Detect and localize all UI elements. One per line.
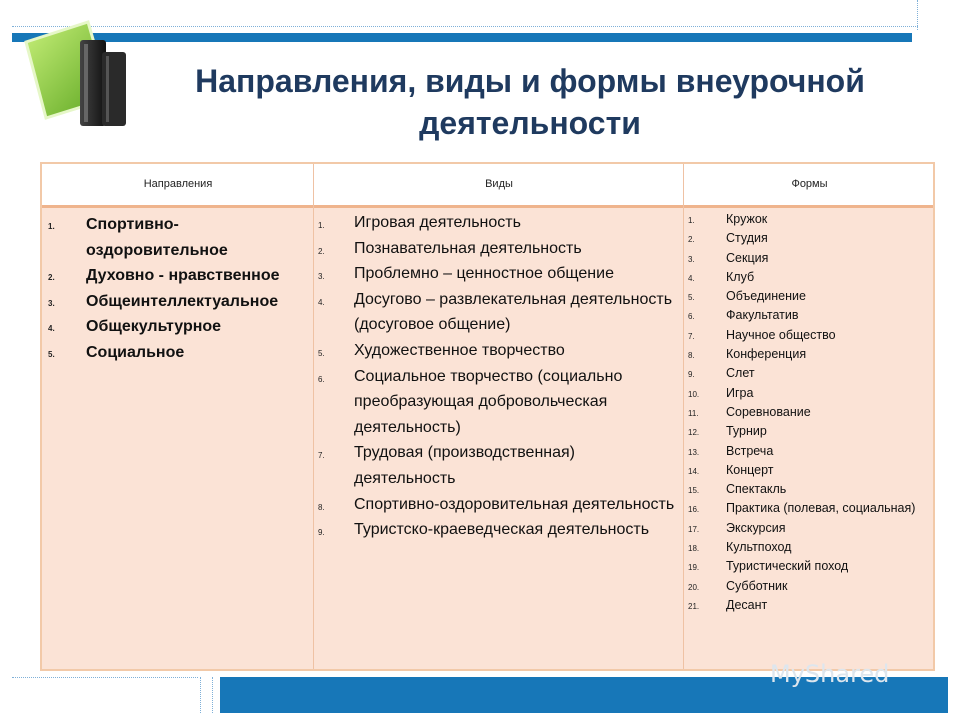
bottom-dotted-line bbox=[12, 677, 198, 714]
column-divider bbox=[683, 164, 684, 669]
list-number: 16. bbox=[688, 505, 700, 515]
direction-item bbox=[48, 289, 310, 315]
list-number: 13. bbox=[688, 447, 700, 457]
list-number: 9. bbox=[318, 528, 325, 538]
list-number: 4. bbox=[688, 273, 695, 283]
list-item-text: Духовно - нравственное bbox=[86, 267, 280, 285]
list-item-text: Игра bbox=[726, 385, 754, 400]
list-number: 8. bbox=[318, 502, 325, 512]
form-item bbox=[688, 499, 933, 518]
form-item bbox=[688, 461, 933, 480]
header-types: Виды bbox=[485, 178, 513, 190]
direction-item bbox=[48, 340, 310, 366]
form-item bbox=[688, 596, 933, 615]
list-number: 5. bbox=[318, 348, 325, 358]
type-item bbox=[318, 236, 680, 262]
list-item-text: Общекультурное bbox=[86, 318, 222, 336]
list-number: 2. bbox=[318, 246, 325, 256]
list-number: 11. bbox=[688, 408, 699, 418]
form-item bbox=[688, 519, 933, 538]
form-item bbox=[688, 268, 933, 287]
list-number: 1. bbox=[318, 221, 325, 230]
list-item-text: Спектакль bbox=[726, 482, 787, 497]
list-number: 2. bbox=[48, 273, 55, 283]
list-item-text: Десант bbox=[726, 597, 768, 612]
direction-item bbox=[48, 263, 310, 289]
list-item-text: Турнир bbox=[726, 424, 767, 439]
list-item-text: Конференция bbox=[726, 347, 807, 362]
form-item bbox=[688, 557, 933, 576]
types-cell bbox=[318, 210, 680, 543]
type-item bbox=[318, 210, 680, 236]
form-item bbox=[688, 442, 933, 461]
header-directions: Направления bbox=[143, 178, 213, 190]
list-item-text: Социальное bbox=[86, 343, 185, 361]
list-number: 8. bbox=[688, 351, 695, 361]
form-item bbox=[688, 480, 933, 499]
list-number: 6. bbox=[318, 374, 325, 384]
list-item-text: Объединение bbox=[726, 289, 806, 304]
slide-title: Направления, виды и формы внеурочной деятельности bbox=[195, 63, 865, 141]
list-item-text: Туристско-краеведческая деятельность bbox=[354, 521, 650, 539]
list-item-text: Спортивно-оздоровительная деятельность bbox=[354, 495, 675, 513]
list-item-text: Факультатив bbox=[726, 308, 799, 323]
directions-cell bbox=[48, 212, 310, 366]
list-number: 15. bbox=[688, 486, 700, 496]
bottom-dotted-vline bbox=[200, 677, 201, 713]
forms-list bbox=[688, 210, 933, 615]
form-item bbox=[688, 229, 933, 248]
list-number: 21. bbox=[688, 601, 700, 611]
list-number: 5. bbox=[688, 293, 695, 303]
list-item-text: Досугово – развлекательная деятельность (досуговое общение) bbox=[354, 290, 673, 334]
direction-item bbox=[48, 314, 310, 340]
bottom-dotted-vline bbox=[212, 677, 213, 713]
list-item-text: Кружок bbox=[726, 212, 768, 226]
list-number: 3. bbox=[688, 254, 695, 264]
form-item bbox=[688, 538, 933, 557]
list-item-text: Экскурсия bbox=[726, 520, 786, 535]
list-number: 20. bbox=[688, 582, 700, 592]
list-item-text: Художественное творчество bbox=[354, 341, 565, 359]
list-number: 6. bbox=[688, 312, 695, 322]
list-item-text: Туристический поход bbox=[726, 559, 849, 574]
list-item-text: Соревнование bbox=[726, 404, 811, 419]
list-number: 10. bbox=[688, 389, 700, 399]
list-item-text: Трудовая (производственная) деятельность bbox=[354, 444, 575, 487]
list-item-text: Клуб bbox=[726, 269, 755, 284]
type-item bbox=[318, 517, 680, 543]
table-header bbox=[42, 164, 933, 208]
list-number: 1. bbox=[688, 216, 695, 225]
form-item bbox=[688, 210, 933, 229]
list-item-text: Студия bbox=[726, 231, 768, 246]
list-item-text: Спортивно-оздоровительное bbox=[86, 216, 228, 259]
form-item bbox=[688, 287, 933, 306]
list-number: 4. bbox=[318, 297, 325, 307]
type-item bbox=[318, 261, 680, 287]
type-item bbox=[318, 287, 680, 338]
list-number: 12. bbox=[688, 428, 700, 438]
form-item bbox=[688, 249, 933, 268]
list-item-text: Практика (полевая, социальная) bbox=[726, 501, 916, 516]
watermark: MyShared bbox=[770, 660, 890, 688]
list-item-text: Познавательная деятельность bbox=[354, 239, 582, 257]
list-item-text: Концерт bbox=[726, 462, 774, 477]
list-number: 3. bbox=[48, 298, 55, 308]
list-number: 4. bbox=[48, 324, 55, 334]
form-item bbox=[688, 326, 933, 345]
type-item bbox=[318, 440, 680, 491]
list-number: 18. bbox=[688, 544, 700, 554]
forms-cell bbox=[688, 210, 933, 615]
list-number: 3. bbox=[318, 272, 325, 282]
type-item bbox=[318, 492, 680, 518]
list-number: 7. bbox=[318, 451, 325, 461]
list-item-text: Социальное творчество (социально преобразующая добровольческая деятельность) bbox=[354, 367, 623, 436]
list-item-text: Проблемно – ценностное общение bbox=[354, 265, 614, 283]
list-item-text: Секция bbox=[726, 250, 769, 265]
form-item bbox=[688, 577, 933, 596]
top-dotted-vline bbox=[917, 0, 918, 30]
list-item-text: Общеинтеллектуальное bbox=[86, 292, 279, 310]
list-number: 19. bbox=[688, 563, 700, 573]
list-item-text: Субботник bbox=[726, 578, 788, 593]
form-item bbox=[688, 403, 933, 422]
column-divider bbox=[313, 164, 314, 669]
list-item-text: Научное общество bbox=[726, 327, 836, 342]
directions-list bbox=[48, 212, 310, 366]
direction-item bbox=[48, 212, 310, 263]
list-item-text: Встреча bbox=[726, 443, 774, 458]
list-number: 14. bbox=[688, 466, 700, 476]
list-number: 2. bbox=[688, 235, 695, 245]
list-number: 17. bbox=[688, 524, 700, 534]
form-item bbox=[688, 306, 933, 325]
type-item bbox=[318, 338, 680, 364]
list-item-text: Игровая деятельность bbox=[354, 214, 521, 231]
form-item bbox=[688, 364, 933, 383]
form-item bbox=[688, 422, 933, 441]
list-number: 1. bbox=[48, 222, 55, 231]
list-number: 9. bbox=[688, 370, 695, 380]
books-icon bbox=[18, 12, 148, 132]
types-list bbox=[318, 210, 680, 543]
form-item bbox=[688, 384, 933, 403]
form-item bbox=[688, 345, 933, 364]
list-item-text: Слет bbox=[726, 366, 755, 381]
list-number: 7. bbox=[688, 331, 695, 341]
list-number: 5. bbox=[48, 349, 55, 359]
list-item-text: Культпоход bbox=[726, 540, 792, 555]
header-forms: Формы bbox=[791, 178, 828, 190]
type-item bbox=[318, 364, 680, 441]
forms-table bbox=[40, 162, 935, 671]
